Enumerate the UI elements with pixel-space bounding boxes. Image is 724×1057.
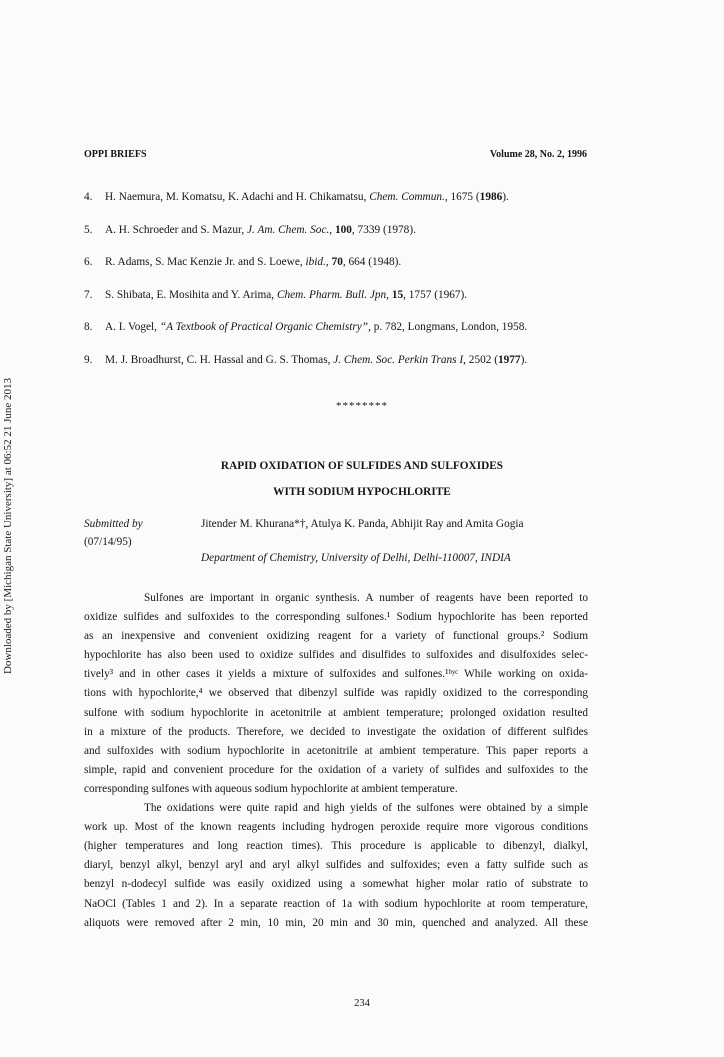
submitted-by-label: Submitted by [84, 518, 143, 530]
reference-item: 6. R. Adams, S. Mac Kenzie Jr. and S. Loewe, ibid., 70, 664 (1948). [84, 256, 402, 268]
text-line: The oxidations were quite rapid and high yields of the sulfones were obtained by a simple [144, 802, 588, 815]
text-line: oxidize sulfides and sulfoxides to the corresponding sulfones.¹ Sodium hypochlorite has been reported [84, 611, 588, 624]
text-line: benzyl n-dodecyl sulfide was easily oxidized using a somewhat higher molar ratio of substrate to [84, 878, 588, 891]
section-separator: ******** [336, 400, 388, 412]
reference-item: 5. A. H. Schroeder and S. Mazur, J. Am. Chem. Soc., 100, 7339 (1978). [84, 224, 416, 236]
reference-item: 8. A. I. Vogel, “A Textbook of Practical Organic Chemistry”, p. 782, Longmans, London, 1958. [84, 321, 528, 333]
text-line: work up. Most of the known reagents including hydrogen peroxide require more vigorous conditions [84, 821, 588, 834]
text-line: tions with hypochlorite,⁴ we observed that dibenzyl sulfide was rapidly oxidized to the corresponding [84, 687, 588, 700]
text-line: tively³ and in other cases it yields a mixture of sulfoxides and sulfones.¹ᵇʸᶜ While working on oxida- [84, 668, 588, 681]
text-line: and sulfoxides with sodium hypochlorite in acetonitrile at ambient temperature. This paper reports a [84, 744, 588, 757]
affiliation: Department of Chemistry, University of Delhi, Delhi-110007, INDIA [201, 552, 511, 564]
text-line: as an inexpensive and convenient oxidizing reagent for a variety of functional groups.² Sodium [84, 630, 588, 643]
page-number: 234 [354, 998, 370, 1009]
body-paragraph [84, 589, 588, 933]
article-title: RAPID OXIDATION OF SULFIDES AND SULFOXIDES [220, 460, 504, 472]
text-line: Sulfones are important in organic synthesis. A number of reagents have been reported to [144, 592, 588, 604]
author-list: Jitender M. Khurana*†, Atulya K. Panda, Abhijit Ray and Amita Gogia [201, 518, 524, 530]
reference-item: 9. M. J. Broadhurst, C. H. Hassal and G. S. Thomas, J. Chem. Soc. Perkin Trans I, 2502 (1977). [84, 354, 528, 366]
article-title: WITH SODIUM HYPOCHLORITE [273, 486, 451, 498]
download-watermark: Downloaded by [Michigan State University] at 06:52 21 June 2013 [2, 377, 14, 675]
text-line: simple, rapid and convenient procedure for the oxidation of a variety of sulfides and sulfoxides to the [84, 763, 588, 776]
text-line: NaOCl (Tables 1 and 2). In a separate reaction of 1a with sodium hypochlorite at room temperature, [84, 897, 588, 910]
reference-item: 4. H. Naemura, M. Komatsu, K. Adachi and H. Chikamatsu, Chem. Commun., 1675 (1986). [84, 191, 509, 203]
text-line: (higher temperatures and long reaction times). This procedure is applicable to dibenzyl, dialkyl, [84, 840, 588, 853]
text-line: corresponding sulfones with aqueous sodium hypochlorite at ambient temperature. [84, 782, 458, 795]
volume-header: Volume 28, No. 2, 1996 [489, 149, 587, 160]
journal-section-header: OPPI BRIEFS [84, 149, 147, 160]
text-line: diaryl, benzyl alkyl, benzyl aryl and aryl alkyl sulfides and sulfoxides; even a fatty sulfide such as [84, 859, 588, 872]
submission-date: (07/14/95) [84, 536, 132, 548]
text-line: hypochlorite has also been used to oxidize sulfides and disulfides to sulfoxides and disulfoxides selec- [84, 649, 588, 662]
text-line: in a mixture of the products. Therefore, we decided to investigate the oxidation of different sulfides [84, 725, 588, 738]
text-line: aliquots were removed after 2 min, 10 min, 20 min and 30 min, quenched and analyzed. All these [84, 916, 588, 929]
text-line: sulfone with sodium hypochlorite in acetonitrile at ambient temperature; prolonged oxidation resulted [84, 706, 588, 719]
reference-item: 7. S. Shibata, E. Mosihita and Y. Arima, Chem. Pharm. Bull. Jpn, 15, 1757 (1967). [84, 289, 468, 301]
